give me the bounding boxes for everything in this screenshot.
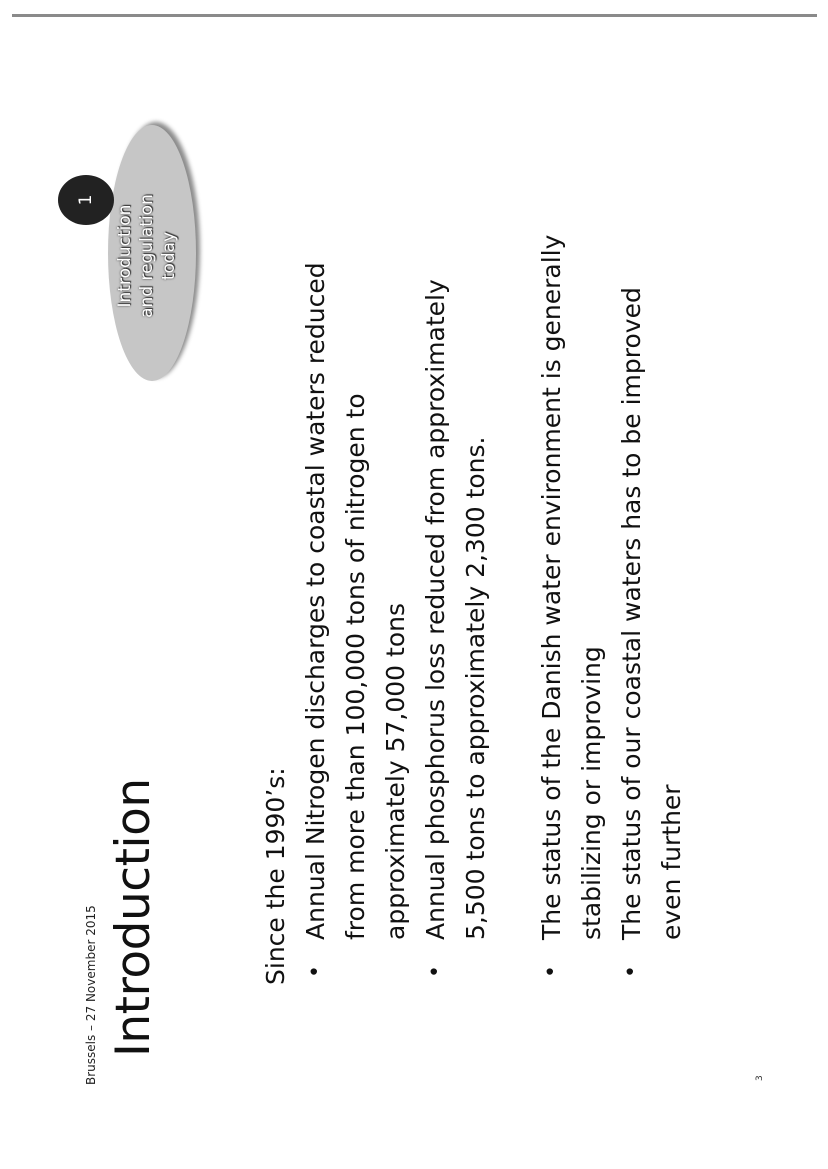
- bullet-text: The status of the Danish water environment is generally stabilizing or improving: [537, 234, 606, 940]
- bullet-list-status: [532, 225, 692, 985]
- badge-label: [114, 151, 180, 361]
- badge-label-line-3: today: [159, 231, 179, 281]
- bullet-list-emissions: [296, 225, 496, 985]
- bullet-text: Annual phosphorus loss reduced from approximately 5,500 tons to approximately 2,300 tons.: [421, 279, 490, 940]
- bullet-dot-icon: •: [539, 965, 564, 978]
- bullet-text: The status of our coastal waters has to be improved even further: [617, 287, 686, 940]
- bullet-item: [416, 225, 496, 985]
- bullet-item: [296, 225, 416, 985]
- badge-label-line-1: Introduction: [115, 204, 135, 308]
- section-badge: [108, 121, 202, 381]
- bullet-dot-icon: •: [619, 965, 644, 978]
- bullet-dot-icon: •: [303, 965, 328, 978]
- spacer: [496, 225, 532, 985]
- page-number: 3: [755, 1075, 765, 1081]
- slide-title: Introduction: [106, 778, 161, 1057]
- bullet-text: Annual Nitrogen discharges to coastal waters reduced from more than 100,000 tons of nitrogen to approximately 57,000 tons: [301, 262, 410, 940]
- body-text: [256, 225, 692, 985]
- bullet-item: [612, 225, 692, 985]
- lead-line: Since the 1990’s:: [261, 767, 290, 985]
- date-line: Brussels – 27 November 2015: [84, 905, 98, 1085]
- bullet-item: [532, 225, 612, 985]
- section-number-circle: 1: [58, 175, 114, 225]
- bullet-dot-icon: •: [423, 965, 448, 978]
- badge-label-line-2: and regulation: [137, 194, 157, 318]
